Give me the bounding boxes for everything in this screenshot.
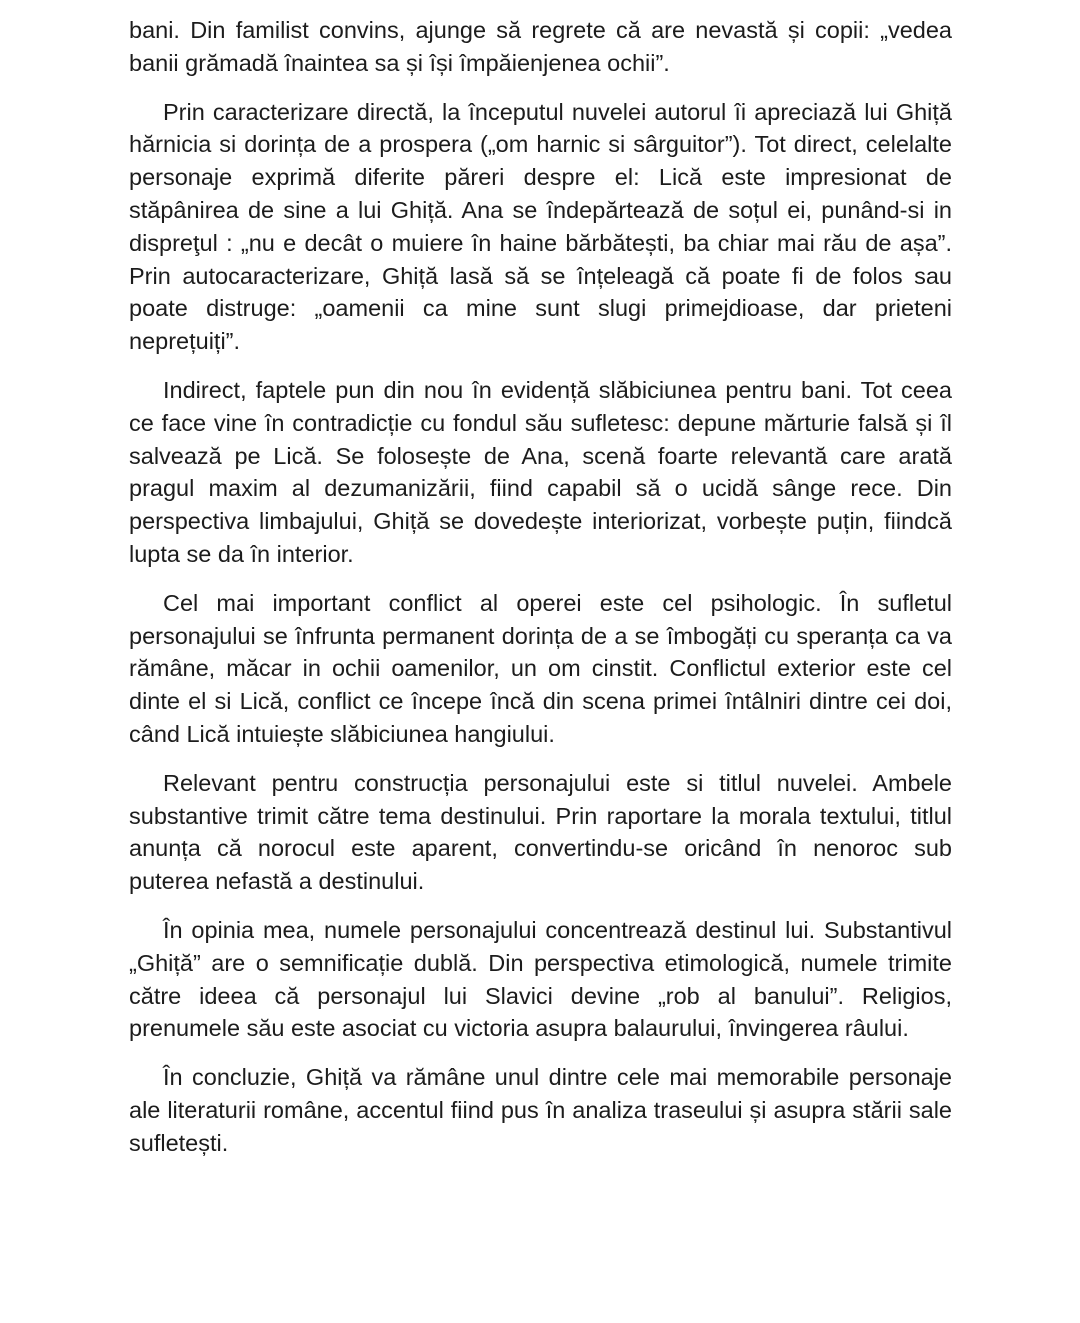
paragraph-title: Relevant pentru construcția personajului este si titlul nuvelei. Ambele substantive trimit către tema destinului. Prin raportare la morala textului, titlul anunța că norocul este aparent, convertindu-se oricând în nenoroc sub puterea nefastă a destinului. — [129, 769, 952, 895]
paragraph-direct-characterization: Prin caracterizare directă, la începutul nuvelei autorul îi apreciază lui Ghiță hărnicia si dorința de a prospera („om harnic si sârguitor”). Tot direct, celelalte personaje exprimă diferite păreri despre el: Lică este impresionat de stăpânirea de sine a lui Ghiță. Ana se îndepărtează de soțul ei, punând-si in dispreţul : „nu e decât o muiere în haine bărbătești, ba chiar mai rău de așa”. Prin autocaracterizare, Ghiță lasă să se înțeleagă că poate fi de folos sau poate distruge: „oamenii ca mine sunt slugi primejdioase, dar prieteni neprețuiți”. — [129, 98, 952, 355]
paragraph-indirect-characterization: Indirect, faptele pun din nou în evidență slăbiciunea pentru bani. Tot ceea ce face vine în contradicție cu fondul său sufletesc: depune mărturie falsă și îl salvează pe Lică. Se folosește de Ana, scenă foarte relevantă care arată pragul maxim al dezumanizării, fiind capabil să o ucidă sânge rece. Din perspectiva limbajului, Ghiță se dovedește interiorizat, vorbește puțin, fiindcă lupta se da în interior. — [129, 376, 952, 567]
paragraph-conclusion: În concluzie, Ghiță va rămâne unul dintre cele mai memorabile personaje ale literaturii române, accentul fiind pus în analiza traseului și asupra stării sale sufletești. — [129, 1064, 952, 1156]
paragraph-continued: bani. Din familist convins, ajunge să regrete că are nevastă și copii: „vedea banii grămadă înaintea sa și își împăienjenea ochii”. — [129, 17, 952, 76]
paragraph-name-opinion: În opinia mea, numele personajului concentrează destinul lui. Substantivul „Ghiță” are o semnificație dublă. Din perspectiva etimologică, numele trimite către ideea că personajul lui Slavici devine „rob al banului”. Religios, prenumele său este asociat cu victoria asupra balaurului, învingerea râului. — [129, 916, 952, 1042]
document-page — [129, 14, 952, 1176]
paragraph-conflict: Cel mai important conflict al operei este cel psihologic. În sufletul personajului se înfrunta permanent dorința de a se îmbogăți cu speranța ca va rămâne, măcar in ochii oamenilor, un om cinstit. Conflictul exterior este cel dinte el si Lică, conflict ce începe încă din scena primei întâlniri dintre cei doi, când Lică intuiește slăbiciunea hangiului. — [129, 589, 952, 747]
